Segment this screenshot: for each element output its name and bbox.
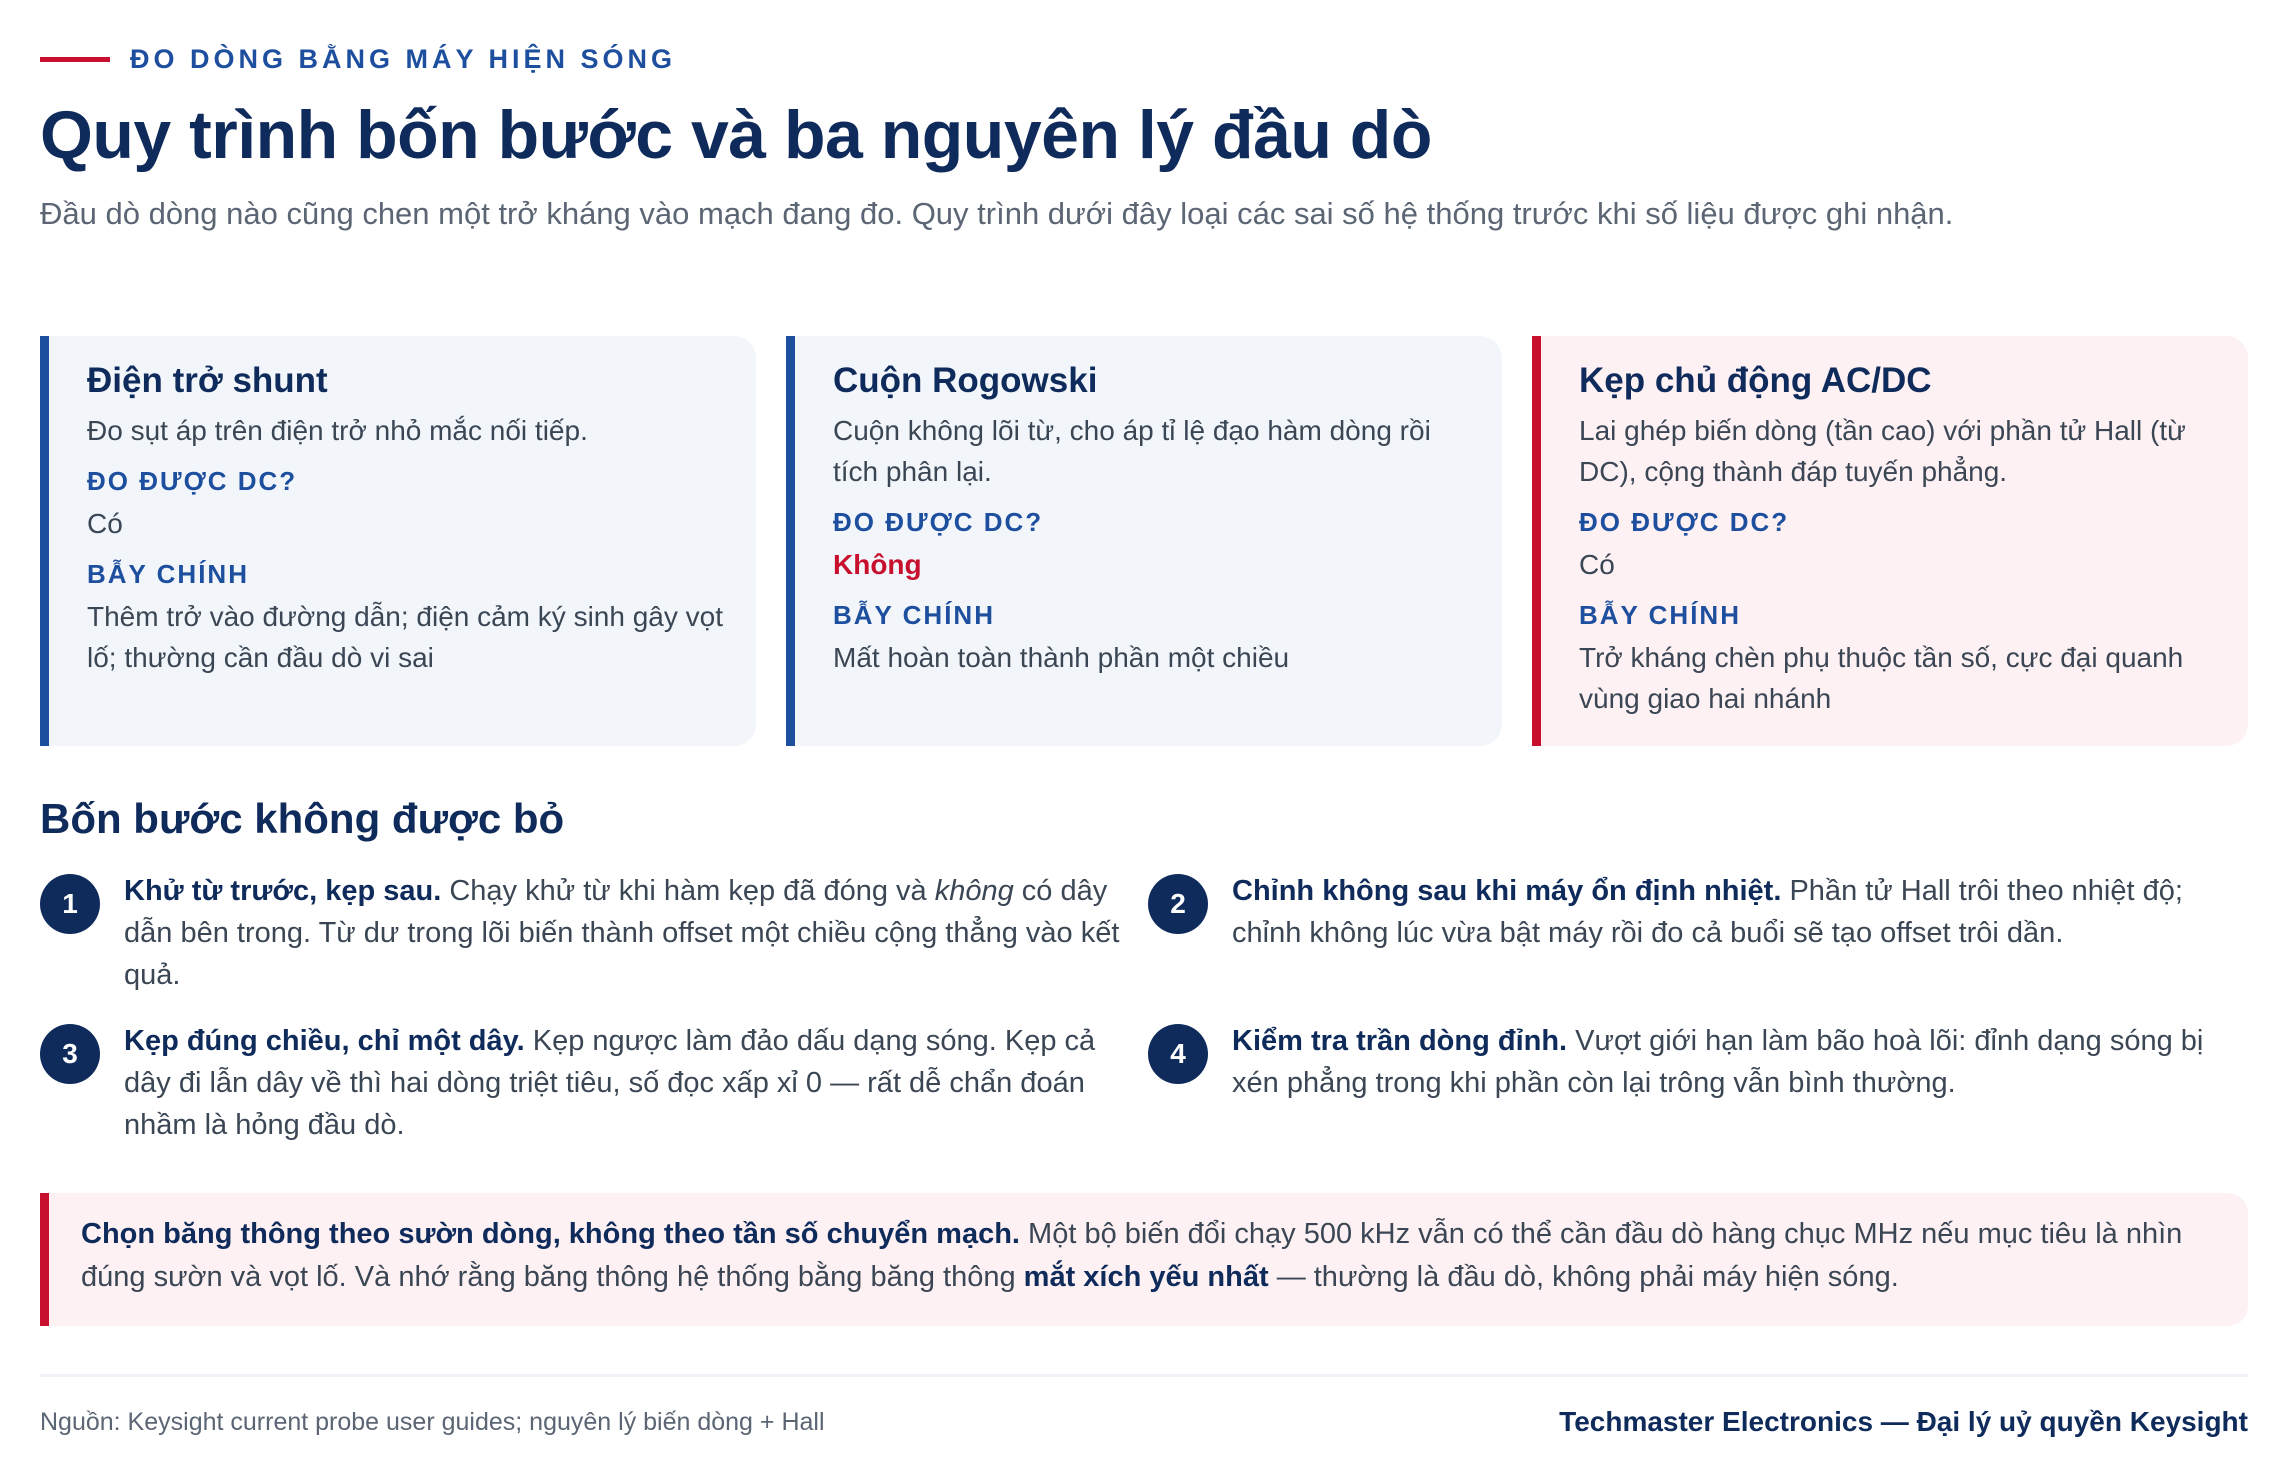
step-4 [1148, 1020, 2248, 1146]
dc-value: Có [87, 508, 123, 539]
step-lead: Kiểm tra trần dòng đỉnh. [1232, 1025, 1568, 1057]
page-title: Quy trình bốn bước và ba nguyên lý đầu dò [40, 97, 1432, 173]
trap-value: Thêm trở vào đường dẫn; điện cảm ký sinh gây vọt lố; thường cần đầu dò vi sai [87, 601, 723, 673]
card-description: Lai ghép biến dòng (tần cao) với phần tử Hall (từ DC), cộng thành đáp tuyến phẳng. [1579, 415, 2186, 487]
step-1 [40, 870, 1120, 996]
eyebrow-accent-line [40, 57, 110, 62]
step-body: Phần tử Hall trôi theo nhiệt độ; chỉnh không lúc vừa bật máy rồi đo cả buổi sẽ tạo offset trôi dần. [1232, 875, 2183, 949]
dc-label: ĐO ĐƯỢC DC? [1579, 507, 1790, 537]
trap-label: BẪY CHÍNH [833, 600, 995, 630]
steps-title: Bốn bước không được bỏ [40, 795, 565, 842]
card-shunt [40, 336, 756, 746]
step-text [124, 1020, 1120, 1146]
step-number-badge: 2 [1148, 874, 1208, 934]
step-3 [40, 1020, 1120, 1146]
card-description: Cuộn không lõi từ, cho áp tỉ lệ đạo hàm dòng rồi tích phân lại. [833, 415, 1431, 487]
page-subtitle: Đầu dò dòng nào cũng chen một trở kháng vào mạch đang đo. Quy trình dưới đây loại các sai số hệ thống trước khi số liệu được ghi nhận. [40, 196, 1954, 231]
eyebrow [40, 44, 676, 75]
callout-emphasis: mắt xích yếu nhất [1023, 1261, 1269, 1293]
trap-label: BẪY CHÍNH [87, 559, 249, 589]
step-body: có dây dẫn bên trong. Từ dư trong lõi biến thành offset một chiều cộng thẳng vào kết quả. [124, 875, 1120, 991]
steps-list [40, 870, 2248, 1146]
dc-label: ĐO ĐƯỢC DC? [87, 466, 298, 496]
step-emphasis: không [934, 875, 1014, 907]
trap-value: Trở kháng chèn phụ thuộc tần số, cực đại quanh vùng giao hai nhánh [1579, 642, 2184, 714]
card-rogowski [786, 336, 1502, 746]
callout-body: — thường là đầu dò, không phải máy hiện sóng. [1268, 1261, 1899, 1293]
dc-label: ĐO ĐƯỢC DC? [833, 507, 1044, 537]
step-text [1232, 1020, 2248, 1104]
footer-source: Nguồn: Keysight current probe user guides; nguyên lý biến dòng + Hall [40, 1408, 825, 1436]
step-body: Kẹp ngược làm đảo dấu dạng sóng. Kẹp cả dây đi lẫn dây về thì hai dòng triệt tiêu, số đọc xấp xỉ 0 — rất dễ chẩn đoán nhầm là hỏng đầu dò. [124, 1025, 1096, 1141]
step-body: Vượt giới hạn làm bão hoà lõi: đỉnh dạng sóng bị xén phẳng trong khi phần còn lại trông vẫn bình thường. [1232, 1025, 2204, 1099]
eyebrow-text: ĐO DÒNG BẰNG MÁY HIỆN SÓNG [130, 44, 677, 74]
step-number-badge: 1 [40, 874, 100, 934]
probe-cards [40, 336, 2248, 746]
step-lead: Kẹp đúng chiều, chỉ một dây. [124, 1025, 525, 1057]
page [40, 0, 2248, 1478]
step-body: Chạy khử từ khi hàm kẹp đã đóng và [441, 875, 935, 907]
step-lead: Khử từ trước, kẹp sau. [124, 875, 442, 907]
card-acdc-clamp [1532, 336, 2248, 746]
dc-value: Có [1579, 549, 1615, 580]
step-number-badge: 3 [40, 1024, 100, 1084]
footer-divider [40, 1374, 2248, 1377]
card-description: Đo sụt áp trên điện trở nhỏ mắc nối tiếp. [87, 415, 588, 446]
step-text [1232, 870, 2248, 954]
callout-lead: Chọn băng thông theo sườn dòng, không theo tần số chuyển mạch. [81, 1218, 1020, 1250]
bandwidth-callout [40, 1193, 2248, 1326]
card-title: Kẹp chủ động AC/DC [1579, 361, 1932, 400]
card-title: Cuộn Rogowski [833, 361, 1098, 400]
footer-brand: Techmaster Electronics — Đại lý uỷ quyền Keysight [1559, 1406, 2248, 1437]
trap-value: Mất hoàn toàn thành phần một chiều [833, 642, 1290, 673]
step-2 [1148, 870, 2248, 996]
trap-label: BẪY CHÍNH [1579, 600, 1741, 630]
step-text [124, 870, 1120, 996]
dc-value: Không [833, 549, 922, 580]
card-title: Điện trở shunt [87, 361, 328, 400]
step-lead: Chỉnh không sau khi máy ổn định nhiệt. [1232, 875, 1782, 907]
step-number-badge: 4 [1148, 1024, 1208, 1084]
callout-body: Một bộ biến đổi chạy 500 kHz vẫn có thể cần đầu dò hàng chục MHz nếu mục tiêu là nhìn đúng sườn và vọt lố. Và nhớ rằng băng thông hệ thống bằng băng thông [81, 1218, 2183, 1293]
